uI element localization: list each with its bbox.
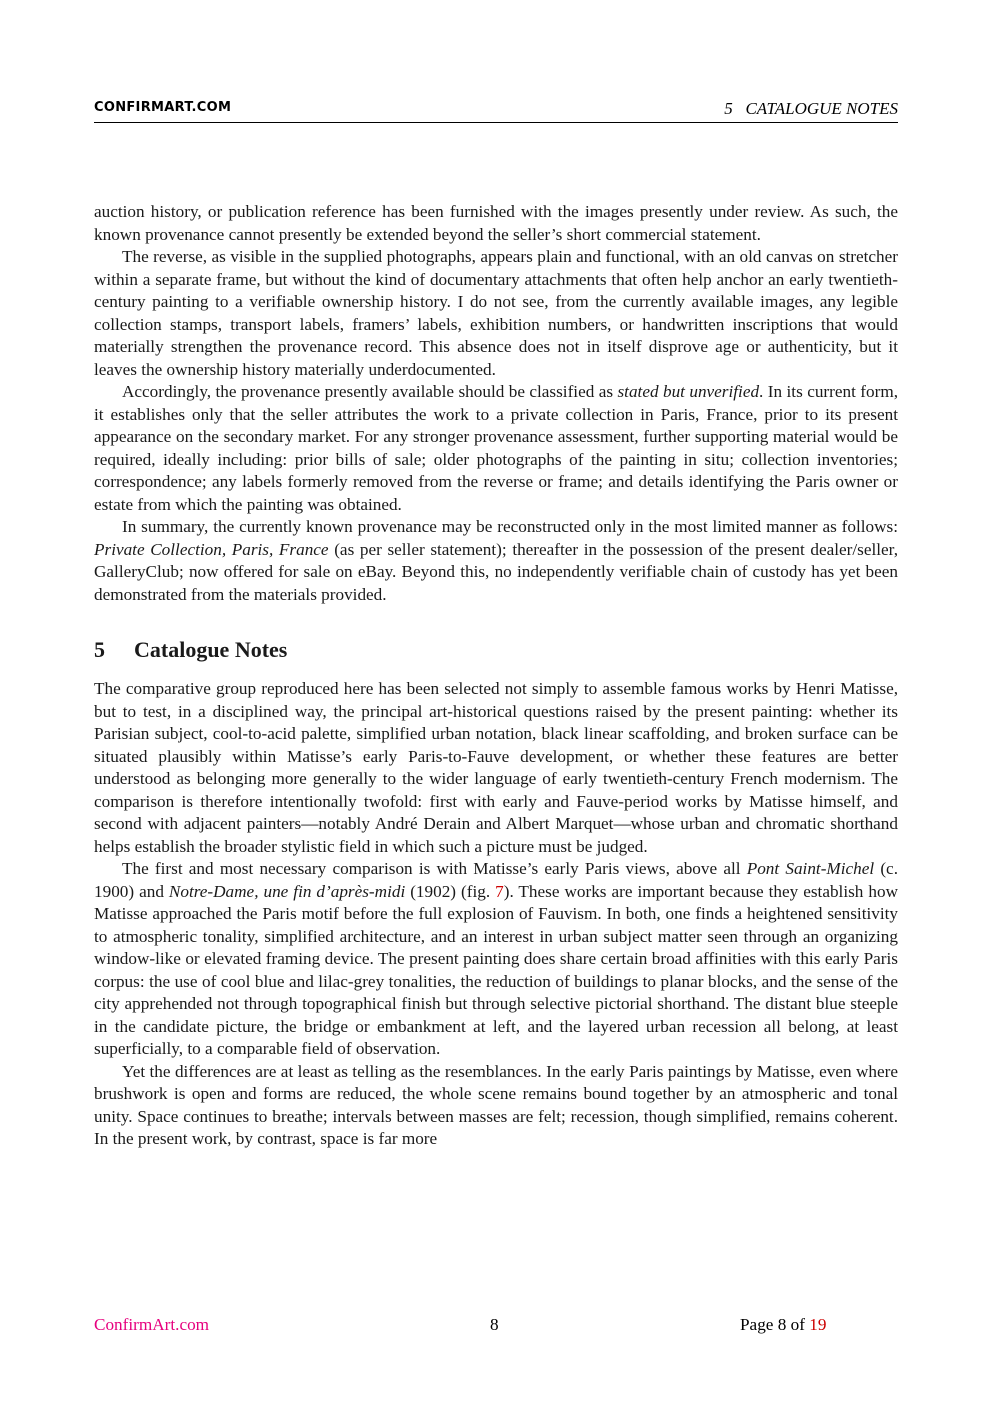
footer-site-link[interactable]: ConfirmArt.com: [94, 1315, 210, 1334]
footer-page-of: [740, 1315, 826, 1335]
paragraph: [94, 381, 898, 516]
paragraph: [94, 516, 898, 606]
paragraph: auction history, or publication reference has been furnished with the images presently under review. As such, the known provenance cannot presently be extended beyond the seller’s short commercial statement.: [94, 202, 898, 244]
paragraph: The reverse, as visible in the supplied photographs, appears plain and functional, with an old canvas on stretcher within a separate frame, but without the kind of documentary attachments that often help anchor an early twentieth-century painting to a verifiable ownership history. I do not see, from the currently available images, any legible collection stamps, transport labels, framers’ labels, exhibition numbers, or handwritten inscriptions that would materially strengthen the provenance record. This absence does not in itself disprove age or authenticity, but it leaves the ownership history materially underdocumented.: [94, 247, 898, 379]
section-number: 5: [94, 637, 105, 662]
emphasis: Notre-Dame, une fin d’après-midi: [168, 881, 406, 901]
page-of-prefix: Page 8 of: [740, 1315, 810, 1334]
text-run: ). These works are important because they establish how Matisse approached the Paris motif before the full explosion of Fauvism. In both, one finds a heightened sensitivity to atmospheric tonality, simplified architecture, and an interest in urban subject matter seen through an organizing window-like or elevated framing device. The present painting does share certain broad affinities with this early Paris corpus: the use of cool blue and lilac-grey tonalities, the reduction of buildings to planar blocks, and the sense of the city apprehended not through topographical finish but through selective pictorial shorthand. The distant blue steeple in the candidate picture, the bridge or embankment at left, and the layered urban recession all belong, at least superficially, to a comparable field of observation.: [94, 881, 898, 1058]
text-run: . In its current form, it establishes only that the seller attributes the work to a private collection in Paris, France, prior to its present appearance on the secondary market. For any stronger provenance assessment, further supporting material would be required, ideally including: prior bills of sale; older photographs of the painting in situ; collection inventories; correspondence; any labels formerly removed from the reverse or frame; and details identifying the Paris owner or estate from which the painting was obtained.: [94, 382, 898, 514]
section-heading: [94, 636, 898, 664]
site-logo: CONFIRMART.COM: [94, 100, 232, 115]
text-run: (c. 1900) and: [94, 859, 898, 901]
emphasis: Private Collection, Paris, France: [94, 539, 329, 559]
paragraph: The comparative group reproduced here has been selected not simply to assemble famous works by Henri Matisse, but to test, in a disciplined way, the principal art-historical questions raised by the present painting: whether its Parisian subject, cool-to-acid palette, simplified urban notation, black linear scaffolding, and broken surface can be situated plausibly within Matisse’s early Paris-to-Fauve development, or whether these features are better understood as belonging more generally to the wider language of early twentieth-century French modernism. The comparison is therefore intentionally twofold: first with early and Fauve-period works by Matisse himself, and second with adjacent painters—notably André Derain and Albert Marquet—whose urban and chromatic shorthand helps establish the broader stylistic field in which such a picture must be judged.: [94, 679, 898, 856]
emphasis: stated but unverified: [617, 382, 760, 401]
page-footer: [94, 1315, 898, 1339]
body-text: [94, 201, 898, 1151]
text-run: (as per seller statement); thereafter in the possession of the present dealer/seller, GalleryClub; now offered for sale on eBay. Beyond this, no independently verifiable chain of custody has yet been demonstrated from the materials provided.: [94, 539, 899, 604]
paragraph: Yet the differences are at least as telling as the resemblances. In the early Paris paintings by Matisse, even where brushwork is open and forms are reduced, the whole scene remains bound together by an atmospheric and tonal unity. Space continues to breathe; intervals between masses are felt; recession, though simplified, remains coherent. In the present work, by contrast, space is far more: [94, 1061, 898, 1148]
text-run: In summary, the currently known provenance may be reconstructed only in the most limited manner as follows:: [122, 517, 898, 536]
page-header: [94, 98, 898, 123]
running-title: 5 CATALOGUE NOTES: [724, 99, 898, 118]
text-run: The first and most necessary comparison is with Matisse’s early Paris views, above all: [122, 859, 747, 878]
text-run: Accordingly, the provenance presently available should be classified as: [122, 382, 618, 401]
total-pages-link[interactable]: 19: [809, 1315, 827, 1334]
text-run: (1902) (fig.: [405, 881, 496, 901]
paragraph: [94, 858, 898, 1061]
footer-page-number: 8: [490, 1315, 499, 1334]
figure-reference-link[interactable]: 7: [495, 881, 504, 901]
emphasis: Pont Saint-Michel: [746, 859, 875, 878]
section-title: Catalogue Notes: [134, 637, 288, 662]
